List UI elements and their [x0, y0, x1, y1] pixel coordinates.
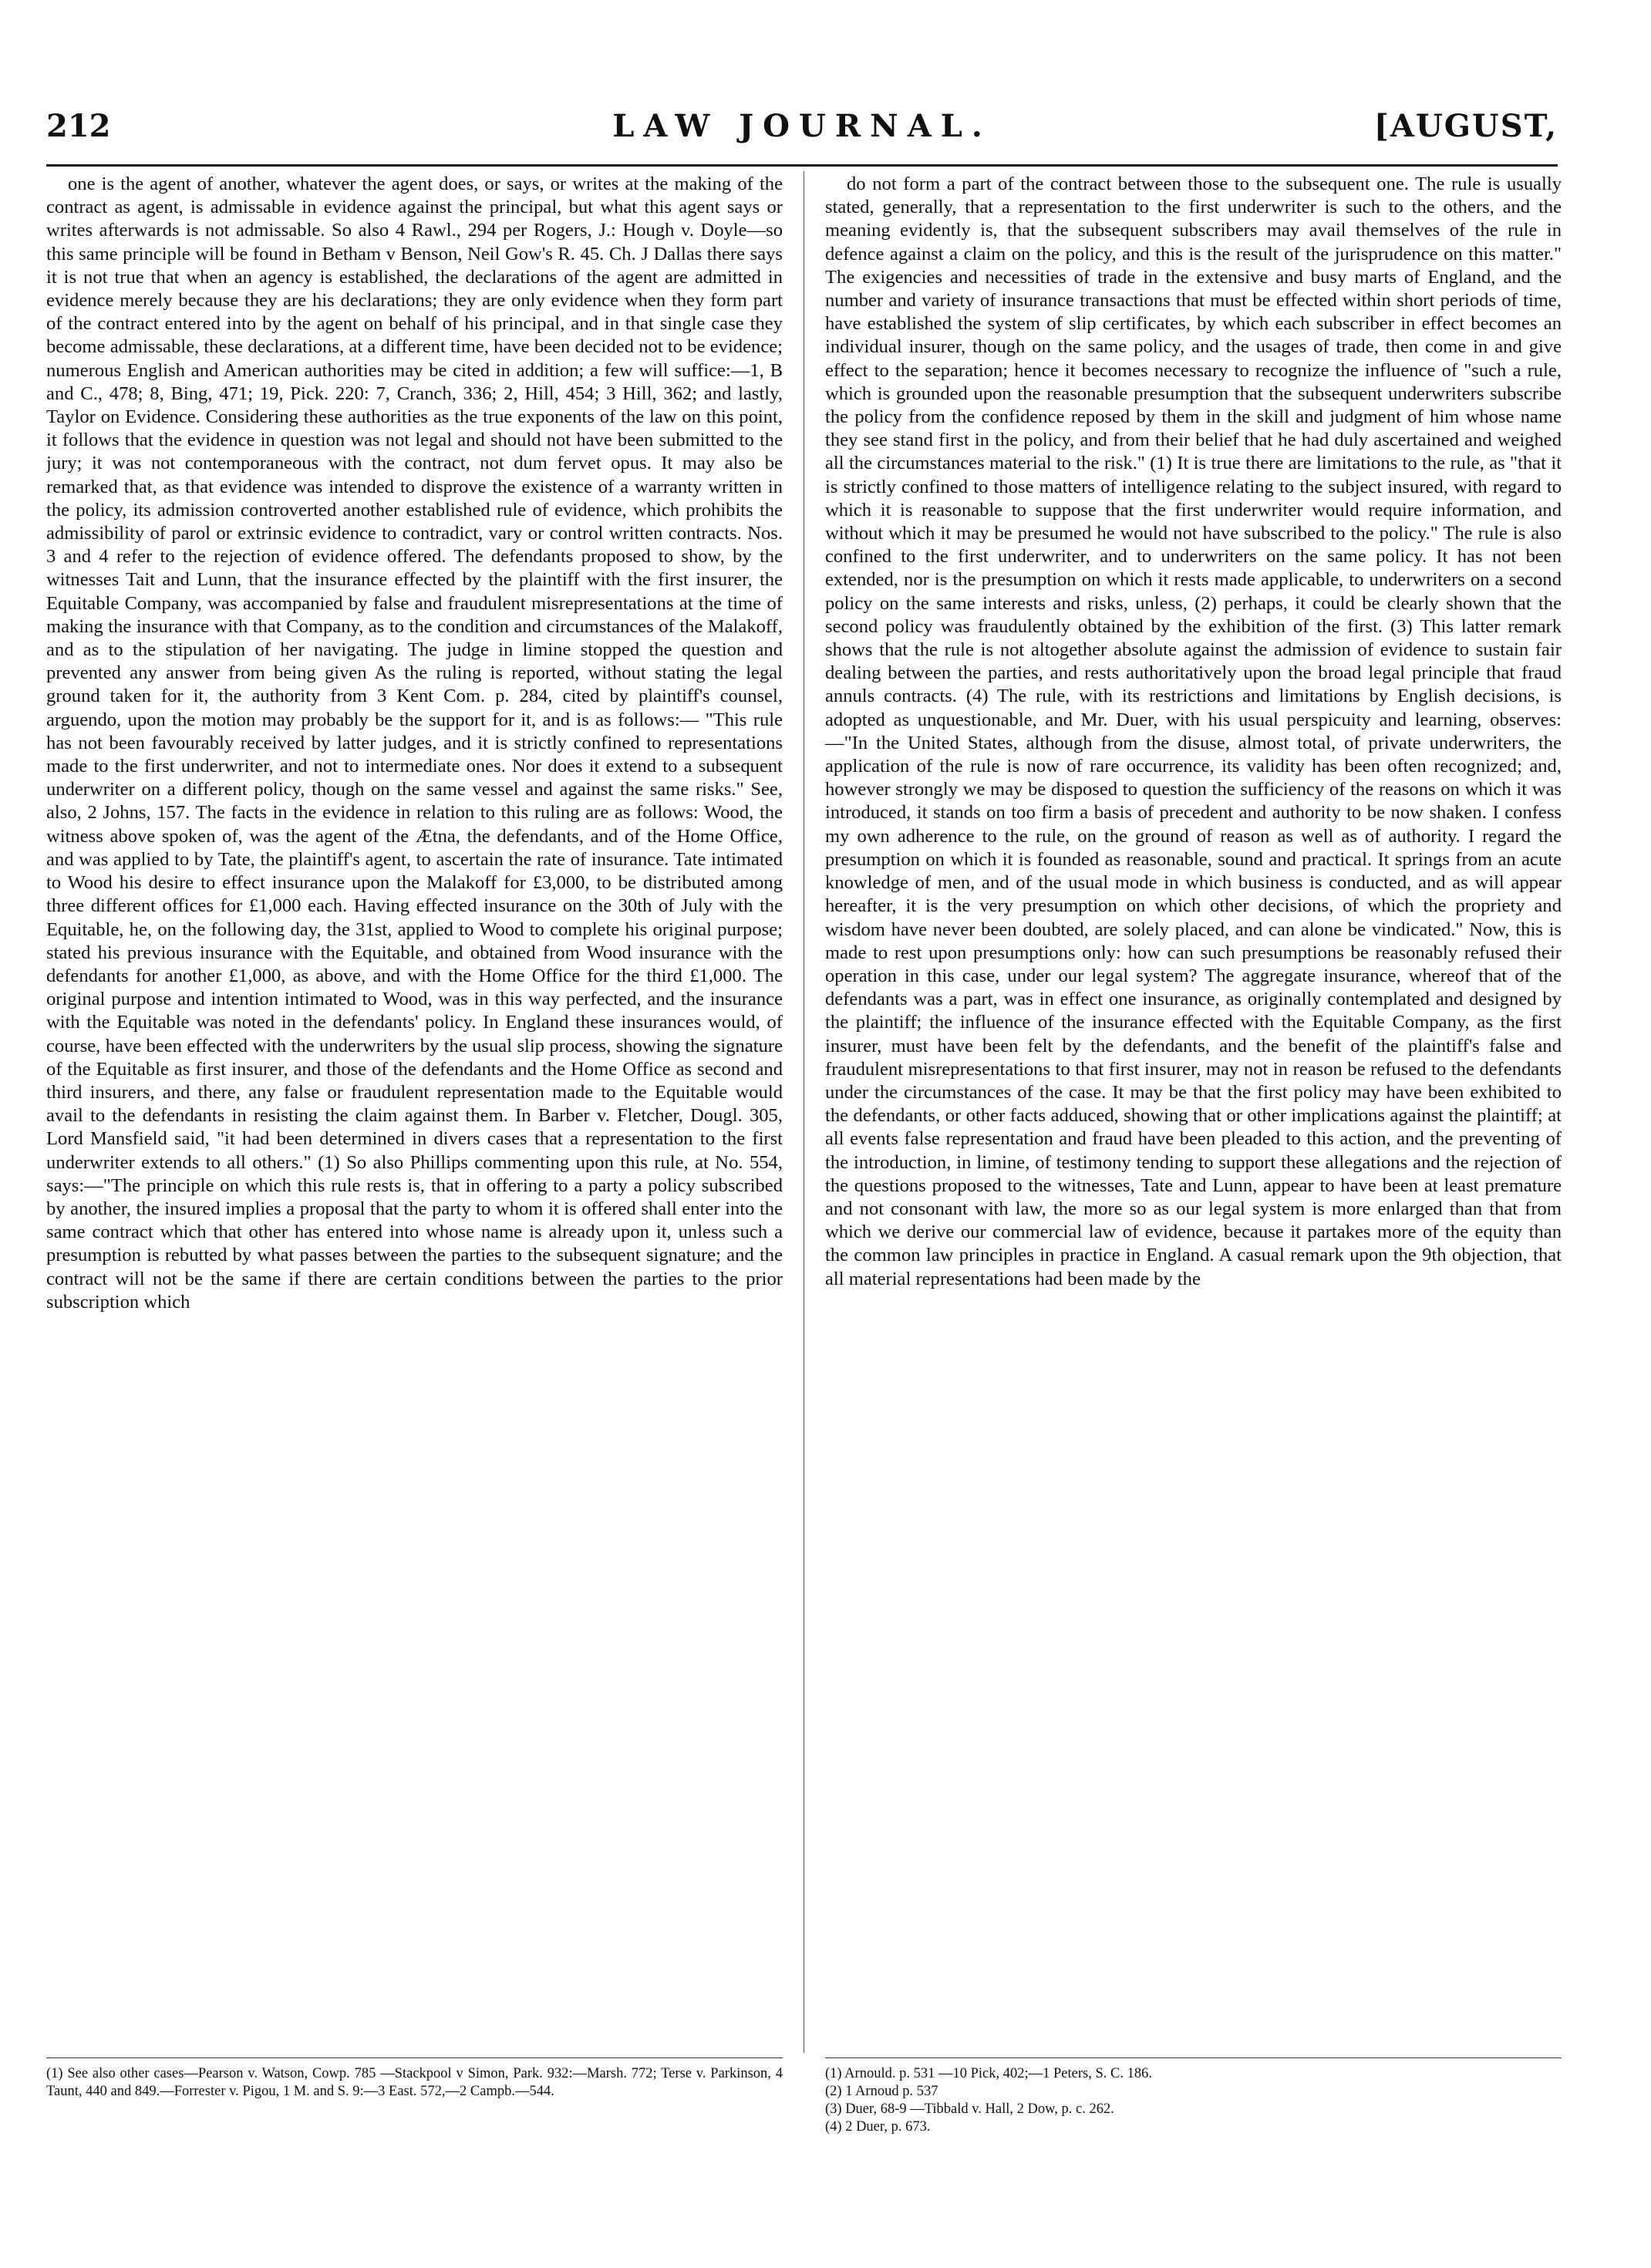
- footnote-left-1: (1) See also other cases—Pearson v. Watson, Cowp. 785 —Stackpool v Simon, Park. 932:—Marsh. 772; Terse v. Parkinson, 4 Taunt, 440 and 849.—Forrester v. Pigou, 1 M. and S. 9:—3 East. 572,—2 Campb.—544.: [46, 2066, 783, 2099]
- header-rule: [46, 164, 1558, 167]
- journal-title: LAW JOURNAL.: [612, 108, 992, 144]
- footnotes-left: [46, 2065, 783, 2101]
- footnote-right-4: (4) 2 Duer, p. 673.: [825, 2119, 931, 2135]
- left-column-text: one is the agent of another, whatever the agent does, or says, or writes at the making of the contract as agent, is admissable in evidence against the principal, but what this agent says or writes afterwards is not admissable. So also 4 Rawl., 294 per Rogers, J.: Hough v. Doyle—so this same principle will be found in Betham v Benson, Neil Gow's R. 45. Ch. J Dallas there says it is not true that when an agency is established, the declarations of the agent are admitted in evidence merely because they are his declarations; they are only evidence when they form part of the contract entered into by the agent on behalf of his principal, and in that single case they become admissable, these declarations, at a different time, have been decided not to be evidence; numerous English and American authorities may be cited in addition; a few will suffice:—1, B and C., 478; 8, Bing, 471; 19, Pick. 220: 7, Cranch, 336; 2, Hill, 454; 3 Hill, 362; and lastly, Taylor on Evidence. Considering these authorities as the true exponents of the law on this point, it follows that the evidence in question was not legal and should not have been submitted to the jury; it was not contemporaneous with the contract, not dum fervet opus. It may also be remarked that, as that evidence was intended to disprove the existence of a warranty written in the policy, its admission controverted another established rule of evidence, which prohibits the admissibility of parol or extrinsic evidence to contradict, vary or control written contracts. Nos. 3 and 4 refer to the rejection of evidence offered. The defendants proposed to show, by the witnesses Tait and Lunn, that the insurance effected by the plaintiff with the first insurer, the Equitable Company, was accompanied by false and fraudulent misrepresentations at the time of making the insurance with that Company, as to the condition and circumstances of the Malakoff, and as to the stipulation of her navigating. The judge in limine stopped the question and prevented any answer from being given As the ruling is reported, without stating the legal ground taken for it, the authority from 3 Kent Com. p. 284, cited by plaintiff's counsel, arguendo, upon the motion may probably be the support for it, and is as follows:— "This rule has not been favourably received by latter judges, and it is strictly confined to representations made to the first underwriter, and not to intermediate ones. Nor does it extend to a subsequent underwriter on a different policy, though on the same vessel and against the same risks." See, also, 2 Johns, 157. The facts in the evidence in relation to this ruling are as follows: Wood, the witness above spoken of, was the agent of the Ætna, the defendants, and of the Home Office, and was applied to by Tate, the plaintiff's agent, to ascertain the rate of insurance. Tate intimated to Wood his desire to effect insurance upon the Malakoff for £3,000, to be distributed among three different offices for £1,000 each. Having effected insurance on the 30th of July with the Equitable, he, on the following day, the 31st, applied to Wood to complete his original purpose; stated his previous insurance with the Equitable, and obtained from Wood insurance with the defendants for another £1,000, as above, and with the Home Office for the third £1,000. The original purpose and intention intimated to Wood, was in this way perfected, and the insurance with the Equitable was noted in the defendants' policy. In England these insurances would, of course, have been effected with the underwriters by the usual slip process, showing the signature of the Equitable as first insurer, and those of the defendants and the Home Office as second and third insurers, and there, any false or fraudulent representation made to the Equitable would avail to the defendants in resisting the claim against them. In Barber v. Fletcher, Dougl. 305, Lord Mansfield said, "it had been determined in divers cases that a representation to the first underwriter extends to all others." (1) So also Phillips commenting upon this rule, at No. 554, says:—"The principle on which this rule rests is, that in offering to a party a policy subscribed by another, the insured implies a proposal that the party to whom it is offered shall enter into the same contract which that other has entered into whose name is already upon it, unless such a presumption is rebutted by what passes between the parties to the subsequent signature; and the contract will not be the same if there are certain conditions between the parties to the prior subscription which: [46, 174, 783, 1313]
- right-column-text: do not form a part of the contract between those to the subsequent one. The rule is usually stated, generally, that a representation to the first underwriter is such to the others, and the meaning evidently is, that the subsequent subscribers may avail themselves of the rule in defence against a claim on the policy, and this is the result of the jurisprudence on this matter." The exigencies and necessities of trade in the extensive and busy marts of England, and the number and variety of insurance transactions that must be effected within short periods of time, have established the system of slip certificates, by which each subscriber in effect becomes an individual insurer, though on the same policy, and the usages of trade, then come in and give effect to the separation; hence it becomes necessary to recognize the influence of "such a rule, which is grounded upon the reasonable presumption that the subsequent underwriters subscribe the policy from the confidence reposed by them in the skill and judgment of him whose name they see stand first in the policy, and from their belief that he had duly ascertained and weighed all the circumstances material to the risk." (1) It is true there are limitations to the rule, as "that it is strictly confined to those matters of intelligence relating to the subject insured, with regard to which it is reasonable to suppose that the first underwriter would require information, and without which it may be presumed he would not have subscribed to the policy." The rule is also confined to the first underwriter, and to underwriters on the same policy. It has not been extended, nor is the presumption on which it rests made applicable, to underwriters on a second policy on the same interests and risks, unless, (2) perhaps, it could be clearly shown that the second policy was fraudulently obtained by the exhibition of the first. (3) This latter remark shows that the rule is not altogether absolute against the admission of evidence to sustain fair dealing between the parties, and rests authoritatively upon the broad legal principle that fraud annuls contracts. (4) The rule, with its restrictions and limitations by English decisions, is adopted as unquestionable, and Mr. Duer, with his usual perspicuity and learning, observes:—"In the United States, although from the disuse, almost total, of private underwriters, the application of the rule is now of rare occurrence, its validity has been often recognized; and, however strongly we may be disposed to question the sufficiency of the reasons on which it was introduced, it stands on too firm a basis of precedent and authority to be now shaken. I confess my own adherence to the rule, on the ground of reason as well as of authority. I regard the presumption on which it is founded as reasonable, sound and practical. It springs from an acute knowledge of men, and of the usual mode in which business is conducted, and as will appear hereafter, it is the very presumption on which other decisions, of which the propriety and wisdom have never been doubted, are solely placed, and can alone be vindicated." Now, this is made to rest upon presumptions only: how can such presumptions be reasonably refused their operation in this case, under our legal system? The aggregate insurance, whereof that of the defendants was a part, was in effect one insurance, as originally contemplated and designed by the plaintiff; the influence of the insurance effected with the Equitable Company, as the first insurer, must have been felt by the defendants, and the benefit of the plaintiff's false and fraudulent misrepresentations to that first insurer, may not in reason be refused to the defendants under the circumstances of the case. It may be that the first policy may have been exhibited to the defendants, or other facts adduced, showing that or other implications against the plaintiff; at all events false representation and fraud have been pleaded to this action, and the preventing of the introduction, in limine, of testimony tending to support these allegations and the rejection of the questions proposed to the witnesses, Tate and Lunn, appear to have been at least premature and not consonant with law, the more so as our legal system is more enlarged than that from which we derive our commercial law of evidence, because it partakes more of the equity than the common law principles in practice in England. A casual remark upon the 9th objection, that all material representations had been made by the: [825, 174, 1562, 1289]
- footnote-right-1: (1) Arnould. p. 531 —10 Pick, 402;—1 Peters, S. C. 186.: [825, 2066, 1152, 2081]
- footnote-rule-right: [825, 2057, 1562, 2058]
- issue-month: [AUGUST,: [1373, 108, 1558, 144]
- footnote-rule-left: [46, 2057, 783, 2058]
- footnote-right-2: (2) 1 Arnoud p. 537: [825, 2084, 938, 2099]
- page-number: 212: [46, 108, 111, 144]
- footnotes-right: [825, 2065, 1562, 2136]
- left-column: [46, 173, 783, 2047]
- footnote-right-3: (3) Duer, 68-9 —Tibbald v. Hall, 2 Dow, p. c. 262.: [825, 2101, 1114, 2117]
- page-header: [46, 108, 1558, 162]
- right-column: [825, 173, 1562, 2047]
